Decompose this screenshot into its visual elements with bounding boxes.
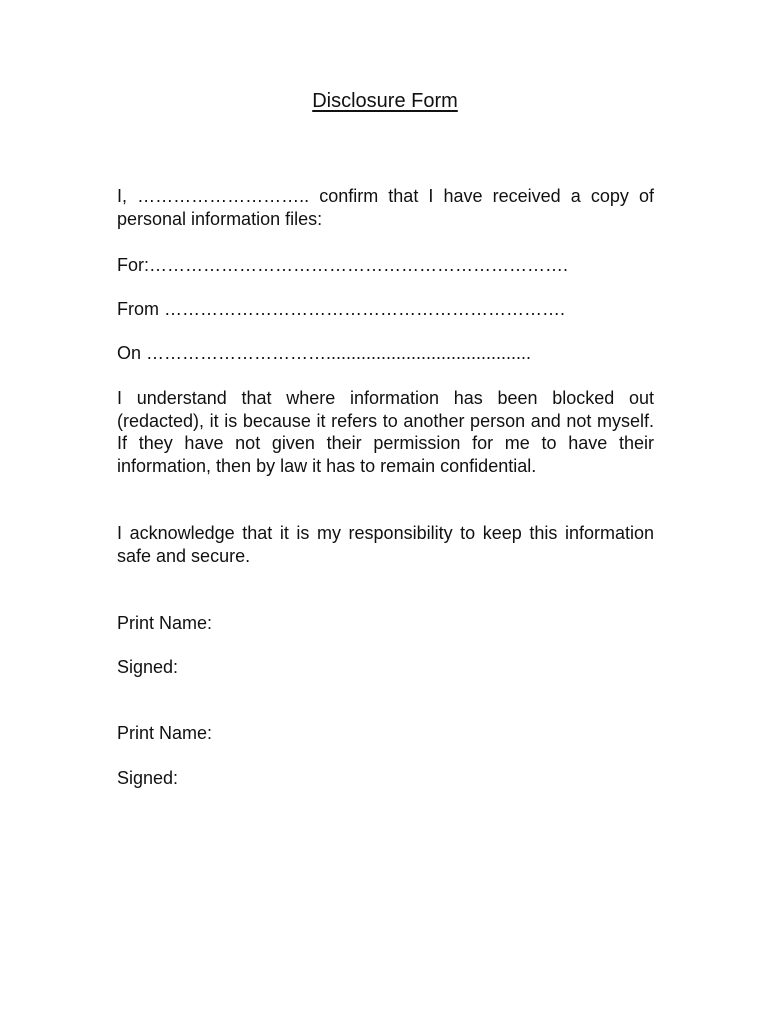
signed-label: Signed: — [117, 657, 179, 677]
on-line: On …………………………......................................... — [117, 343, 532, 363]
redaction-paragraph: I understand that where information has been blocked out (redacted), it is because it refers to another person and not myself. If they have not given their permission for me to have their information, then by law it has to remain confidential. — [117, 388, 654, 476]
from-line: From …………………………………………………………. — [117, 299, 565, 319]
signed-label: Signed: — [117, 768, 179, 788]
confirm-paragraph: I, ……………………….. confirm that I have received a copy of personal information files: — [117, 186, 654, 229]
acknowledge-paragraph: I acknowledge that it is my responsibility to keep this information safe and secure. — [117, 523, 654, 566]
print-name-label: Print Name: — [117, 613, 213, 633]
for-line: For:……………………………………………………………. — [117, 255, 569, 275]
print-name-label: Print Name: — [117, 723, 213, 743]
page-title: Disclosure Form — [312, 90, 458, 112]
